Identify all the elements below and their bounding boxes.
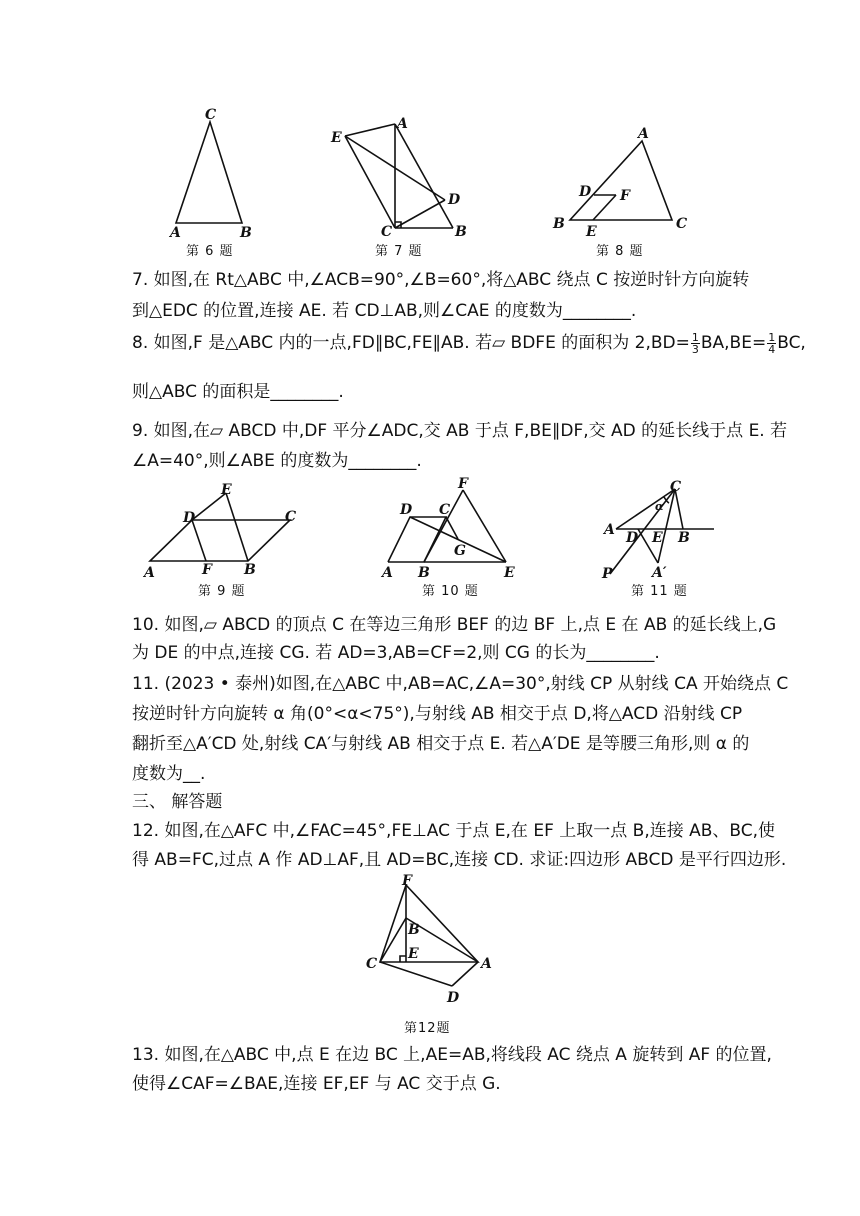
fig9-label-b: B <box>244 562 256 578</box>
q8-text-b: BA,BE= <box>700 333 767 353</box>
fig6-label-b: B <box>240 225 252 241</box>
q11-line4: 度数为__. <box>132 764 206 784</box>
fig10-label-e: E <box>504 565 515 581</box>
fig12-label-f: F <box>402 873 412 889</box>
fig7-cd <box>395 200 445 228</box>
q7-line2: 到△EDC 的位置,连接 AE. 若 CD⊥AB,则∠CAE 的度数为________. <box>132 301 637 321</box>
q8-frac2-den: 4 <box>768 342 776 356</box>
figure-11 <box>598 478 728 582</box>
q8-fraction-2 <box>767 332 776 355</box>
caption-fig11: 第 11 题 <box>631 584 688 599</box>
q8-frac1-num: 1 <box>691 330 699 344</box>
fig11-label-c: C <box>670 479 682 495</box>
fig12-label-e: E <box>408 946 419 962</box>
fig8-label-b: B <box>553 216 565 232</box>
fig9-label-c: C <box>285 509 297 525</box>
caption-fig6: 第 6 题 <box>186 244 234 259</box>
fig12-triangle-afc <box>380 885 478 962</box>
q8-fraction-1 <box>691 332 700 355</box>
fig9-label-e: E <box>221 482 232 498</box>
figure-8 <box>548 120 698 240</box>
fig11-label-a-prime: A′ <box>652 565 667 581</box>
fig7-label-c: C <box>381 224 393 240</box>
fig7-label-b: B <box>455 224 467 240</box>
caption-fig10: 第 10 题 <box>422 584 479 599</box>
q8-line1 <box>132 330 806 356</box>
fig8-label-e: E <box>586 224 597 240</box>
q9-line2: ∠A=40°,则∠ABE 的度数为________. <box>132 451 422 471</box>
fig8-label-c: C <box>676 216 688 232</box>
fig11-label-e: E <box>652 530 663 546</box>
caption-fig12: 第12题 <box>404 1021 451 1036</box>
q10-line1: 10. 如图,▱ ABCD 的顶点 C 在等边三角形 BEF 的边 BF 上,点 E 在 AB 的延长线上,G <box>132 615 777 635</box>
q12-line2: 得 AB=FC,过点 A 作 AD⊥AF,且 AD=BC,连接 CD. 求证:四边形 ABCD 是平行四边形. <box>132 850 787 870</box>
fig8-label-a: A <box>638 126 649 142</box>
fig9-eb <box>226 493 248 561</box>
fig7-ec <box>345 136 395 228</box>
figure-10 <box>378 476 528 581</box>
fig12-label-c: C <box>366 956 378 972</box>
fig10-label-g: G <box>454 543 466 559</box>
fig9-label-a: A <box>144 565 155 581</box>
q8-line2: 则△ABC 的面积是________. <box>132 382 344 402</box>
caption-fig7: 第 7 题 <box>375 244 423 259</box>
fig11-label-d: D <box>626 530 639 546</box>
fig8-label-f: F <box>620 188 630 204</box>
q11-line3: 翻折至△A′CD 处,射线 CA′与射线 AB 相交于点 E. 若△A′DE 是等腰三角形,则 α 的 <box>132 734 750 754</box>
fig10-label-f: F <box>458 476 468 492</box>
fig12-cd <box>380 962 452 986</box>
q12-line1: 12. 如图,在△AFC 中,∠FAC=45°,FE⊥AC 于点 E,在 EF 上取一点 B,连接 AB、BC,使 <box>132 821 776 841</box>
figure-7 <box>325 110 475 240</box>
q10-line2: 为 DE 的中点,连接 CG. 若 AD=3,AB=CF=2,则 CG 的长为________. <box>132 643 660 663</box>
q8-frac2-num: 1 <box>768 330 776 344</box>
fig11-cb <box>675 489 683 529</box>
q11-line1: 11. (2023 • 泰州)如图,在△ABC 中,AB=AC,∠A=30°,射线 CP 从射线 CA 开始绕点 C <box>132 674 789 694</box>
fig8-triangle <box>570 141 672 220</box>
fig11-label-a: A <box>604 522 615 538</box>
figure-6 <box>160 105 270 241</box>
fig12-label-d: D <box>447 990 460 1006</box>
fig7-label-d: D <box>448 192 461 208</box>
q9-line1: 9. 如图,在▱ ABCD 中,DF 平分∠ADC,交 AB 于点 F,BE∥DF,交 AD 的延长线于点 E. 若 <box>132 421 788 441</box>
q8-text-a: 8. 如图,F 是△ABC 内的一点,FD∥BC,FE∥AB. 若▱ BDFE 的面积为 2,BD= <box>132 333 690 353</box>
fig8-label-d: D <box>579 184 592 200</box>
fig7-label-a: A <box>397 116 408 132</box>
fig10-label-c: C <box>439 502 451 518</box>
fig12-label-b: B <box>408 922 420 938</box>
q13-line2: 使得∠CAF=∠BAE,连接 EF,EF 与 AC 交于点 G. <box>132 1074 501 1094</box>
q11-line2: 按逆时针方向旋转 α 角(0°<α<75°),与射线 AB 相交于点 D,将△ACD 沿射线 CP <box>132 704 743 724</box>
q8-text-c: BC, <box>777 333 806 353</box>
fig11-label-p: P <box>602 566 613 582</box>
fig9-label-f: F <box>202 562 212 578</box>
fig10-label-d: D <box>400 502 413 518</box>
fig12-ad <box>452 962 478 986</box>
section-3-heading: 三、 解答题 <box>132 792 223 812</box>
q13-line1: 13. 如图,在△ABC 中,点 E 在边 BC 上,AE=AB,将线段 AC 绕点 A 旋转到 AF 的位置, <box>132 1045 772 1065</box>
fig9-parallelogram <box>150 520 290 561</box>
fig11-label-alpha: α <box>655 500 664 513</box>
fig9-label-d: D <box>183 510 196 526</box>
fig10-abcd <box>388 517 446 562</box>
q7-line1: 7. 如图,在 Rt△ABC 中,∠ACB=90°,∠B=60°,将△ABC 绕点 C 按逆时针方向旋转 <box>132 270 750 290</box>
fig9-df <box>192 520 206 561</box>
caption-fig8: 第 8 题 <box>596 244 644 259</box>
figure-12 <box>360 872 500 1007</box>
fig6-triangle <box>176 122 242 223</box>
fig10-label-a: A <box>382 565 393 581</box>
q8-frac1-den: 3 <box>691 342 699 356</box>
fig10-cg <box>446 517 458 539</box>
fig12-label-a: A <box>481 956 492 972</box>
fig7-ea <box>345 124 395 136</box>
fig11-label-b: B <box>678 530 690 546</box>
fig12-right-angle <box>400 956 406 962</box>
figure-9 <box>138 478 318 581</box>
fig7-label-e: E <box>331 130 342 146</box>
fig6-label-c: C <box>205 107 217 123</box>
caption-fig9: 第 9 题 <box>198 584 246 599</box>
fig8-fe <box>593 195 616 220</box>
fig11-ca <box>616 489 675 529</box>
fig6-label-a: A <box>170 225 181 241</box>
fig10-label-b: B <box>418 565 430 581</box>
